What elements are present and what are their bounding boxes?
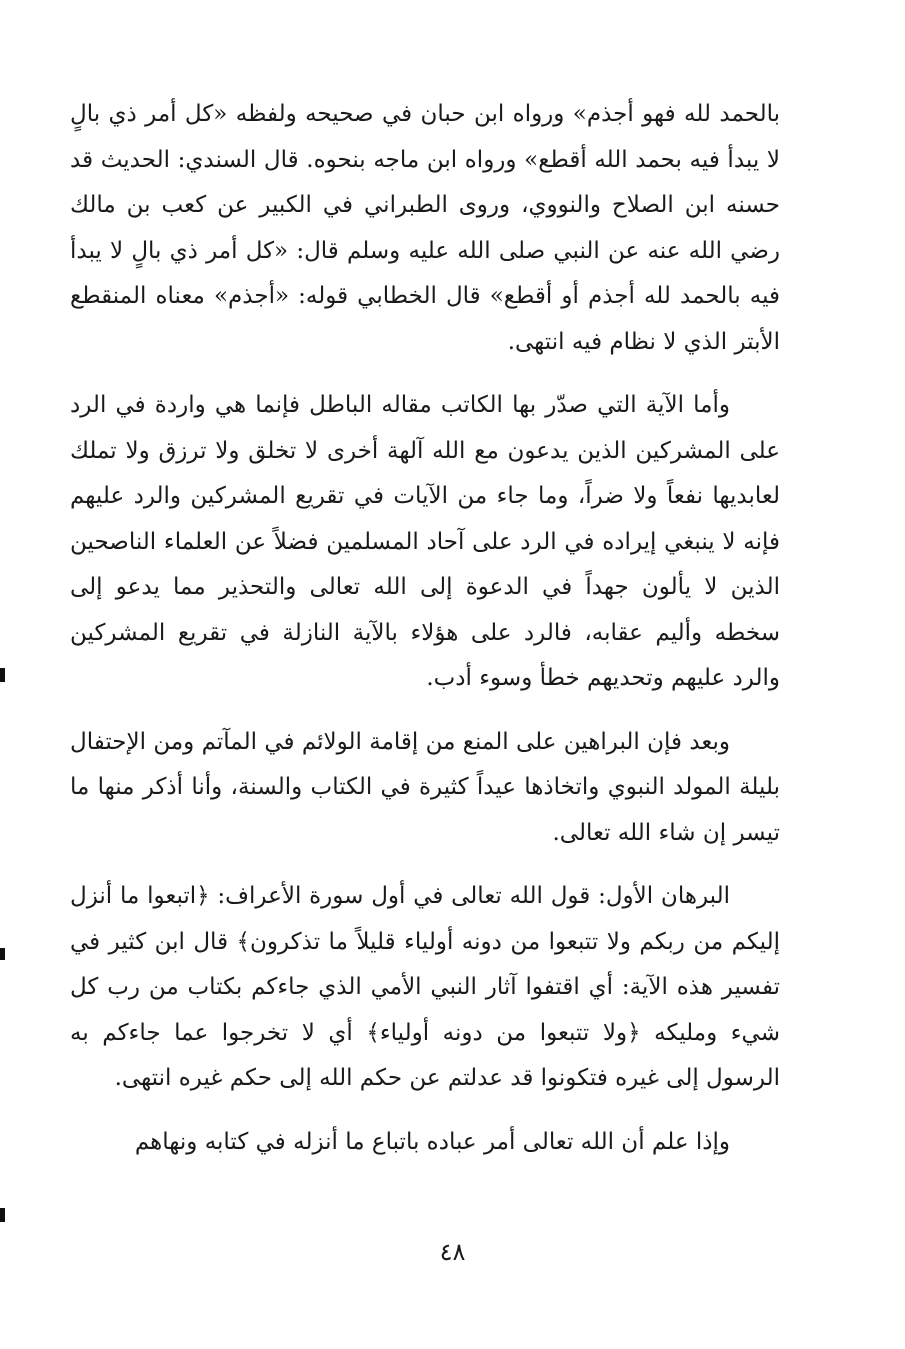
paragraph-2: وأما الآية التي صدّر بها الكاتب مقاله الباطل فإنما هي واردة في الرد على المشركين الذين يدعون مع الله آلهة أخرى لا تخلق ولا ترزق ولا تملك لعابديها نفعاً ولا ضراً، وما جاء من الآيات في تقريع المشركين والرد عليهم فإنه لا ينبغي إيراده في الرد على آحاد المسلمين فضلاً عن العلماء الناصحين الذين لا يألون جهداً في الدعوة إلى الله تعالى والتحذير مما يدعو إلى سخطه وأليم عقابه، فالرد على هؤلاء بالآية النازلة في تقريع المشركين والرد عليهم وتحديهم خطأ وسوء أدب. [70, 392, 780, 691]
paragraph-5: وإذا علم أن الله تعالى أمر عباده باتباع ما أنزله في كتابه ونهاهم [134, 1128, 730, 1155]
scan-edge-mark [0, 1208, 5, 1222]
page-number: ٤٨ [439, 1238, 466, 1266]
scan-edge-mark [0, 668, 5, 682]
page-body [70, 92, 780, 1183]
paragraph-3: وبعد فإن البراهين على المنع من إقامة الولائم في المآتم ومن الإحتفال بليلة المولد النبوي واتخاذها عيداً كثيرة في الكتاب والسنة، وأنا أذكر منها ما تيسر إن شاء الله تعالى. [70, 728, 780, 846]
scan-edge-mark [0, 948, 5, 960]
paragraph-1: بالحمد لله فهو أجذم» ورواه ابن حبان في صحيحه ولفظه «كل أمر ذي بالٍ لا يبدأ فيه بحمد الله أقطع» ورواه ابن ماجه بنحوه. قال السندي: الحديث قد حسنه ابن الصلاح والنووي، وروى الطبراني في الكبير عن كعب بن مالك رضي الله عنه عن النبي صلى الله عليه وسلم قال: «كل أمر ذي بالٍ لا يبدأ فيه بالحمد لله أجذم أو أقطع» قال الخطابي قوله: «أجذم» معناه المنقطع الأبتر الذي لا نظام فيه انتهى. [70, 101, 780, 355]
paragraph-4: البرهان الأول: قول الله تعالى في أول سورة الأعراف: ﴿اتبعوا ما أنزل إليكم من ربكم ولا تتبعوا من دونه أولياء قليلاً ما تذكرون﴾ قال ابن كثير في تفسير هذه الآية: أي اقتفوا آثار النبي الأمي الذي جاءكم بكتاب من رب كل شيء ومليكه ﴿ولا تتبعوا من دونه أولياء﴾ أي لا تخرجوا عما جاءكم به الرسول إلى غيره فتكونوا قد عدلتم عن حكم الله إلى حكم غيره انتهى. [70, 883, 780, 1091]
